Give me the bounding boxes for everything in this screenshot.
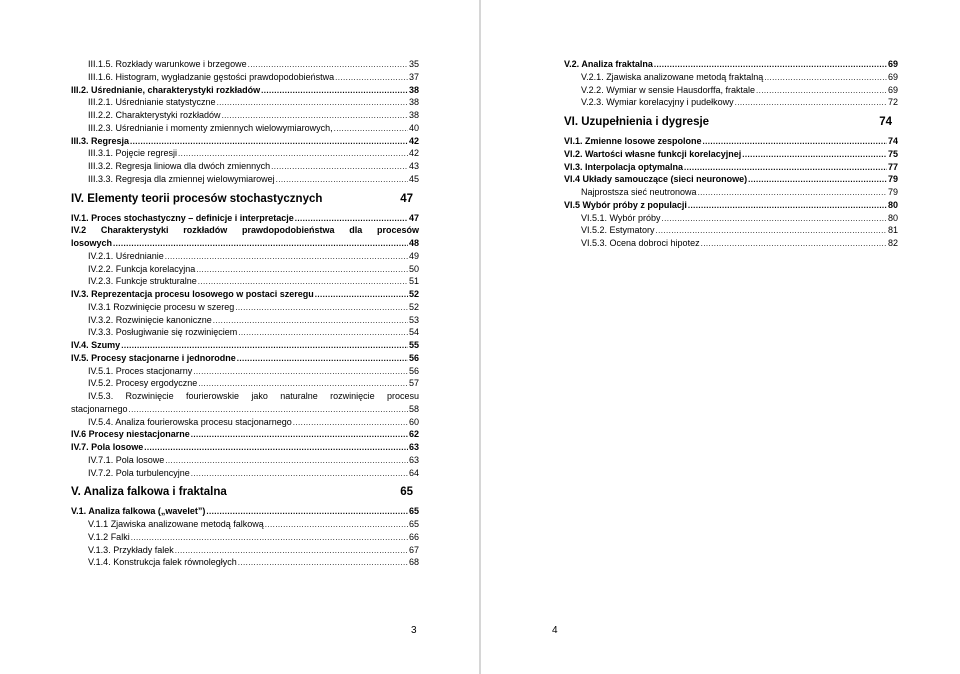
toc-entry-page: 81 (887, 225, 898, 236)
toc-entry-title: VI.5.2. Estymatory (581, 225, 655, 236)
toc-entry-page: 63 (408, 442, 419, 452)
toc-entry-title: VI.5 Wybór próby z populacji (564, 199, 687, 210)
toc-entry[interactable] (71, 365, 419, 378)
toc-entry[interactable] (71, 250, 419, 263)
toc-entry[interactable] (564, 212, 898, 225)
toc-entry-page: 53 (408, 314, 419, 325)
toc-entry[interactable] (71, 160, 419, 173)
toc-entry-page: 57 (408, 378, 419, 389)
toc-entry-title: IV.2.1. Uśrednianie (88, 250, 164, 261)
toc-entry[interactable] (71, 96, 419, 109)
toc-entry-title: III.3.1. Pojęcie regresji (88, 148, 178, 159)
toc-entry-page: 75 (887, 148, 898, 159)
toc-entry[interactable] (71, 531, 419, 544)
toc-entry-title: stacjonarnego (71, 403, 128, 414)
toc-entry[interactable] (71, 454, 419, 467)
toc-entry[interactable] (71, 403, 419, 416)
toc-entry-page: 65 (408, 506, 419, 517)
toc-entry-page: 80 (887, 212, 898, 223)
toc-entry-title: V.1.4. Konstrukcja falek równoległych (88, 557, 237, 568)
toc-entry[interactable] (564, 224, 898, 237)
toc-entry-page: 47 (408, 212, 419, 223)
toc-entry[interactable] (564, 71, 898, 84)
toc-entry[interactable] (71, 58, 419, 71)
toc-entry-page: 69 (887, 59, 898, 69)
toc-entry-page: 52 (408, 301, 419, 312)
toc-entry-title: III.3. Regresja (71, 135, 130, 146)
page-right (481, 0, 960, 674)
toc-entry[interactable] (564, 186, 898, 199)
toc-entry[interactable] (564, 84, 898, 97)
toc-entry[interactable] (564, 237, 898, 250)
toc-entry-page: 74 (879, 116, 892, 128)
toc-entry-title: V.2. Analiza fraktalna (564, 59, 653, 69)
toc-entry-page: 38 (408, 84, 419, 95)
toc-entry-title: VI.5.1. Wybór próby (581, 212, 661, 223)
toc-entry[interactable] (71, 339, 419, 352)
toc-entry-page: 65 (408, 519, 419, 529)
toc-entry-page: 42 (408, 135, 419, 146)
toc-entry-page: 65 (400, 486, 413, 499)
toc-entry[interactable] (71, 301, 419, 314)
toc-entry-page: 52 (408, 289, 419, 299)
toc-entry-title: VI.2. Wartości własne funkcji korelacyjnej (564, 148, 742, 159)
toc-entry-title: III.1.6. Histogram, wygładzanie gęstości prawdopodobieństwa (88, 71, 335, 82)
toc-dot-leader (735, 97, 887, 110)
toc-entry-title: III.3.2. Regresja liniowa dla dwóch zmiennych (88, 161, 271, 171)
toc-entry-title: IV.3.3. Posługiwanie się rozwinięciem (88, 327, 238, 338)
toc-entry-title: V.1. Analiza falkowa („wavelet”) (71, 506, 206, 517)
toc-entry-title: IV.4. Szumy (71, 340, 121, 350)
toc-entry-page: 38 (408, 110, 419, 120)
toc-entry[interactable] (71, 518, 419, 531)
toc-dot-leader (701, 238, 887, 251)
toc-entry[interactable] (71, 428, 419, 441)
toc-entry-title: III.1.5. Rozkłady warunkowe i brzegowe (88, 59, 247, 69)
toc-entry[interactable] (71, 326, 419, 339)
toc-entry[interactable] (564, 148, 898, 161)
toc-entry[interactable] (71, 544, 419, 557)
toc-entry-page: 60 (408, 416, 419, 427)
toc-entry-page: 64 (408, 467, 419, 478)
toc-entry-title: V.2.3. Wymiar korelacyjny i pudełkowy (581, 97, 734, 108)
toc-entry-page: 55 (408, 340, 419, 350)
toc-entry-page: 35 (408, 59, 419, 69)
toc-entry-title: IV.7. Pola losowe (71, 442, 144, 452)
toc-entry-page: 43 (408, 161, 419, 171)
toc-entry-title: VI.3. Interpolacja optymalna (564, 161, 684, 172)
toc-entry-page: 66 (408, 531, 419, 542)
toc-entry-title: III.2.3. Uśrednianie i momenty zmiennych wielowymiarowych, (88, 122, 333, 133)
toc-entry-title: III.2. Uśrednianie, charakterystyki rozkładów (71, 84, 261, 95)
toc-entry[interactable] (71, 416, 419, 429)
toc-entry[interactable] (564, 96, 898, 109)
toc-entry-title: losowych (71, 238, 113, 248)
toc-entry[interactable] (71, 314, 419, 327)
toc-entry-page: 68 (408, 557, 419, 568)
toc-entry-title: IV. Elementy teorii procesów stochastycznych (71, 192, 323, 205)
toc-entry-title: IV.5.1. Proces stacjonarny (88, 365, 193, 376)
toc-entry-page: 49 (408, 250, 419, 261)
toc-entry-page: 62 (408, 429, 419, 440)
toc-entry-title: IV.7.1. Pola losowe (88, 454, 165, 465)
toc-entry-title: IV.1. Proces stochastyczny – definicje i interpretacje (71, 212, 294, 223)
toc-entry-title: IV.6 Procesy niestacjonarne (71, 429, 190, 440)
toc-entry-title: VI.5.3. Ocena dobroci hipotez (581, 238, 700, 248)
toc-entry[interactable] (71, 212, 419, 225)
toc-dot-leader (295, 213, 408, 226)
toc-entry[interactable] (71, 263, 419, 276)
toc-entry-title: IV.2.2. Funkcja korelacyjna (88, 263, 196, 274)
toc-entry[interactable]: IV.5.3. Rozwinięcie fourierowskie jako naturalne rozwinięcie procesu (88, 391, 419, 401)
toc-entry[interactable] (564, 58, 898, 71)
toc-left (71, 58, 419, 569)
toc-entry-title: III.2.1. Uśrednianie statystyczne (88, 97, 216, 108)
toc-entry-title: IV.5. Procesy stacjonarne i jednorodne (71, 352, 236, 363)
toc-entry-page: 56 (408, 365, 419, 376)
toc-entry-page: 58 (408, 403, 419, 414)
toc-entry-page: 79 (887, 187, 898, 197)
toc-entry-page: 69 (887, 71, 898, 82)
toc-entry-title: V. Analiza falkowa i fraktalna (71, 486, 227, 499)
toc-chapter[interactable] (71, 189, 419, 209)
toc-entry[interactable] (71, 71, 419, 84)
toc-entry-page: 50 (408, 263, 419, 274)
toc-entry[interactable] (71, 556, 419, 569)
toc-entry[interactable] (71, 275, 419, 288)
toc-entry-page: 51 (408, 276, 419, 287)
toc-dot-leader (238, 557, 408, 570)
toc-entry[interactable] (71, 505, 419, 518)
toc-entry-page: 42 (408, 148, 419, 159)
toc-entry-page: 74 (887, 136, 898, 146)
toc-entry-title: VI.1. Zmienne losowe zespolone (564, 136, 702, 146)
toc-entry[interactable] (564, 173, 898, 186)
toc-entry-page: 80 (887, 199, 898, 210)
toc-entry-title: V.1.2 Falki (88, 531, 130, 542)
toc-entry[interactable] (71, 377, 419, 390)
toc-entry-title: VI.4 Układy samouczące (sieci neuronowe) (564, 174, 748, 185)
toc-entry-title: III.2.2. Charakterystyki rozkładów (88, 110, 221, 120)
toc-entry-page: 63 (408, 454, 419, 465)
toc-entry-page: 54 (408, 327, 419, 338)
toc-entry-title: V.1.1 Zjawiska analizowane metodą falkową (88, 519, 264, 529)
toc-entry[interactable] (71, 467, 419, 480)
toc-dot-leader (191, 468, 408, 481)
toc-entry-page: 82 (887, 238, 898, 248)
page-left (0, 0, 479, 674)
toc-entry-page: 37 (408, 71, 419, 82)
toc-entry[interactable] (71, 84, 419, 97)
toc-entry-page: 67 (408, 544, 419, 555)
toc-entry-page: 47 (400, 192, 413, 205)
toc-entry[interactable] (71, 122, 419, 135)
toc-entry-title: IV.5.4. Analiza fourierowska procesu stacjonarnego (88, 416, 292, 427)
toc-right (564, 58, 898, 250)
toc-entry[interactable] (71, 441, 419, 454)
toc-entry[interactable] (564, 161, 898, 174)
toc-entry[interactable] (71, 109, 419, 122)
toc-entry-page: 56 (408, 352, 419, 363)
toc-chapter[interactable] (71, 482, 419, 502)
toc-dot-leader (276, 174, 408, 187)
page-number-left: 3 (411, 625, 417, 636)
toc-entry-title: IV.3. Reprezentacja procesu losowego w postaci szeregu (71, 289, 314, 299)
toc-entry-title: IV.2.3. Funkcje strukturalne (88, 276, 197, 287)
toc-entry-title: V.1.3. Przykłady falek (88, 544, 174, 555)
toc-entry[interactable] (71, 135, 419, 148)
toc-entry-title: IV.7.2. Pola turbulencyjne (88, 467, 190, 478)
toc-entry-page: 77 (887, 161, 898, 172)
toc-entry-page: 48 (408, 238, 419, 248)
toc-entry-page: 45 (408, 173, 419, 184)
toc-entry[interactable] (71, 173, 419, 186)
toc-entry-title: IV.3.2. Rozwinięcie kanoniczne (88, 314, 212, 325)
toc-entry-title: IV.3.1 Rozwinięcie procesu w szereg (88, 301, 235, 312)
toc-entry-page: 72 (887, 97, 898, 108)
toc-entry-title: VI. Uzupełnienia i dygresje (564, 116, 710, 128)
toc-entry-page: 38 (408, 97, 419, 108)
page-number-right: 4 (552, 625, 558, 636)
toc-dot-leader (198, 378, 408, 391)
toc-entry-title: III.3.3. Regresja dla zmiennej wielowymiarowej (88, 173, 275, 184)
toc-entry-page: 79 (887, 174, 898, 185)
toc-entry[interactable] (71, 237, 419, 250)
toc-entry[interactable]: IV.2 Charakterystyki rozkładów prawdopodobieństwa dla procesów (71, 225, 419, 236)
toc-entry[interactable] (564, 199, 898, 212)
toc-entry[interactable] (564, 135, 898, 148)
toc-entry-title: IV.5.2. Procesy ergodyczne (88, 378, 198, 389)
toc-entry-page: 69 (887, 84, 898, 95)
toc-entry[interactable] (71, 147, 419, 160)
toc-entry-title: Najprostsza sieć neutronowa (581, 187, 697, 197)
toc-entry-page: 40 (408, 122, 419, 133)
toc-entry[interactable] (71, 352, 419, 365)
toc-chapter[interactable] (564, 112, 898, 132)
toc-entry[interactable] (71, 288, 419, 301)
toc-entry-title: V.2.1. Zjawiska analizowane metodą fraktalną (581, 71, 764, 82)
toc-entry-title: V.2.2. Wymiar w sensie Hausdorffa, fraktale (581, 84, 755, 95)
